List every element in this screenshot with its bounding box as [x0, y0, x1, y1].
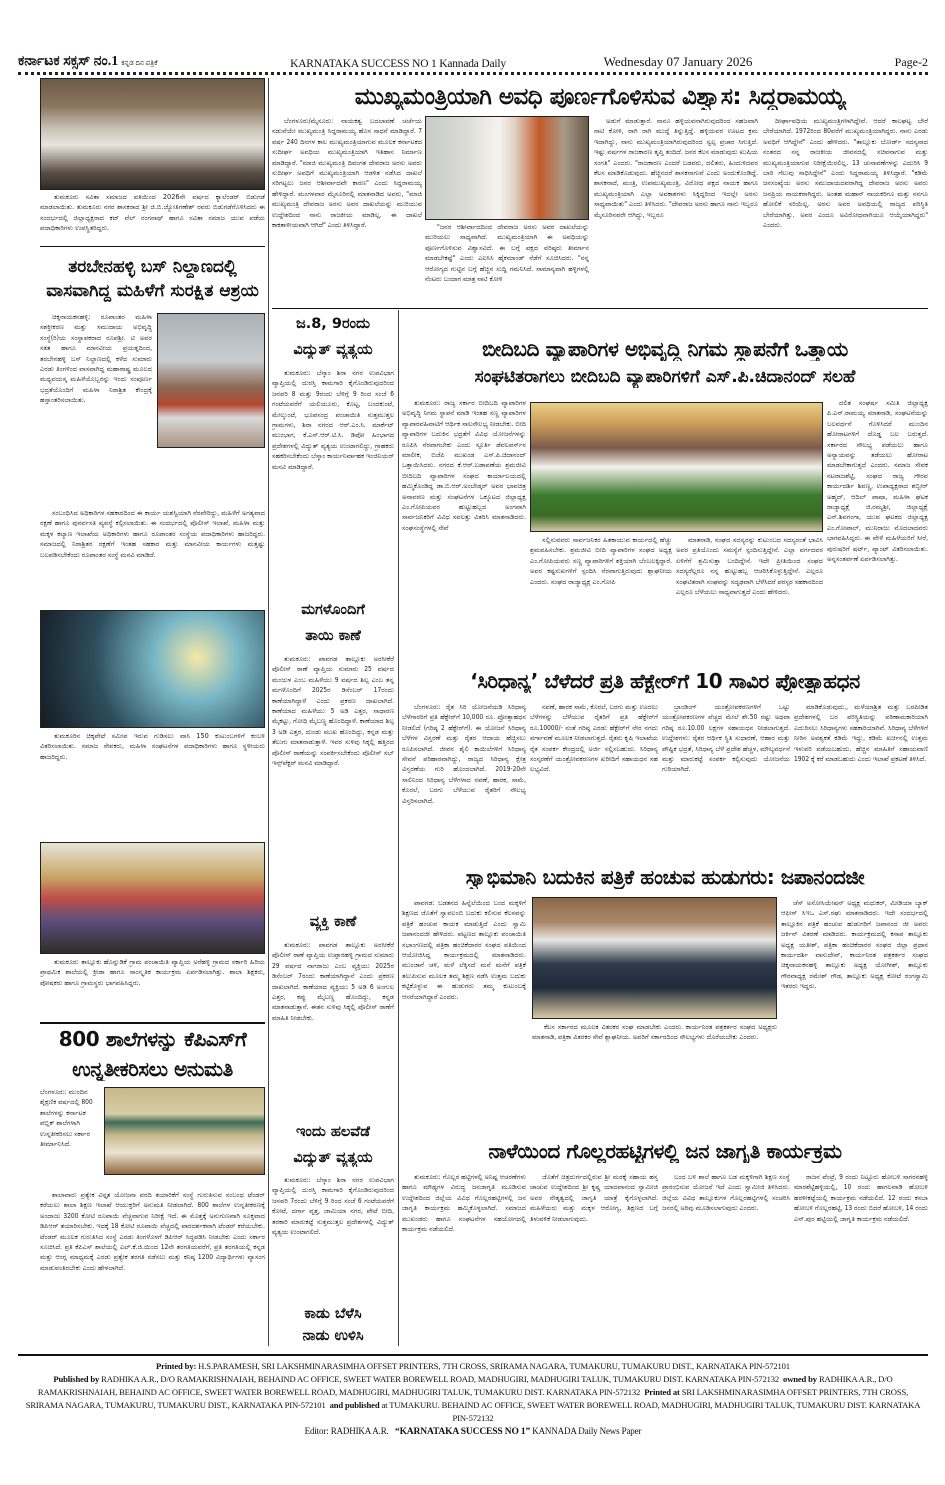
millets-col-2: ನವಣೆ, ಹಾರಕ ಸಾಮೆ, ಕೊರಲೆ, ಬರಗು ಮತ್ತು ಊದಲು ಬೆಳೆಗಳನ್ನು ಬೆಳೆಯುವ ರೈತರಿಗೆ ಪ್ರತಿ ಹೆಕ್ಟೇರ್‌ಗೆ ರೂ.10000/- ನಂತೆ ಗರಿಷ್ಠ ಎರಡು ಹೆಕ್ಟೇರ್‌ಗೆ ನೇರ ನಗದು ವರ್ಗಾವಣೆ ಮೂಲಕ ನೀಡಲಾಗುತ್ತದೆ. ರೈತರು ಕೃಷಿ ಇಲಾಖೆಯ ರೈತ ಸಂಪರ್ಕ ಕೇಂದ್ರದಲ್ಲಿ ಅರ್ಜಿ ಸಲ್ಲಿಸಬಹುದು. ಸಿರಿಧಾನ್ಯ ಸಂಸ್ಕರಣೆಗೆ ಯಂತ್ರೋಪಕರಣಗಳ ಖರೀದಿಗೆ ಸಹಾಯಧನ ಸಹ ಲಭ್ಯವಿದೆ.	[530, 703, 658, 774]
school-event-caption: ತುಮಕೂರು ತಾಲ್ಲೂಕು ಹೊನ್ನುಡಿಕೆ ಗ್ರಾಮ ಪಂಚಾಯಿತಿ ವ್ಯಾಪ್ತಿಯ ಅರೆಹಳ್ಳಿ ಗ್ರಾಮದ ಸರ್ಕಾರಿ ಹಿರಿಯ ಪ್ರಾಥಮಿಕ ಶಾಲೆಯಲ್ಲಿ ಕ್ರೀಡಾ ಹಾಗೂ ಸಾಂಸ್ಕೃತಿಕ ಕಾರ್ಯಕ್ರಮ ಏರ್ಪಡಿಸಲಾಗಿತ್ತು. ಶಾಲಾ ಶಿಕ್ಷಕರು, ಪೋಷಕರು ಹಾಗೂ ಗ್ರಾಮಸ್ಥರು ಭಾಗವಹಿಸಿದ್ದರು.	[40, 958, 265, 987]
masthead	[18, 50, 928, 70]
masthead-brand	[18, 54, 168, 70]
power-cut-2-headline-2: ವಿದ್ಯುತ್ ವ್ಯತ್ಯಯ	[293, 1150, 373, 1166]
brand-subtitle: ಕನ್ನಡ ದಿನ ಪತ್ರಿಕೆ	[121, 59, 158, 67]
missing-man-headline: ವ್ಯಕ್ತಿ ಕಾಣೆ	[309, 914, 357, 930]
slogan-line-2: ನಾಡು ಉಳಿಸಿ	[302, 1328, 364, 1344]
lead-headline: ಮುಖ್ಯಮಂತ್ರಿಯಾಗಿ ಅವಧಿ ಪೂರ್ಣಗೊಳಿಸುವ ವಿಶ್ವಾಸ: ಸಿದ್ದರಾಮಯ್ಯ	[354, 84, 846, 110]
school-event-photo	[40, 842, 265, 954]
paper-boys-col-1: ಪಾವಗಡ: ಬಡತನದ ಹಿನ್ನೆಲೆಯಿಂದ ಬಂದ ಮಕ್ಕಳಿಗೆ ಶಿಕ್ಷಣದ ಜೊತೆಗೆ ಸ್ವಾವಲಂಬಿ ಬದುಕು ಕಲಿಸುವ ಕೆಲಸವನ್ನು ಪತ್ರಿಕೆ ಹಂಚುವ ಕಾಯಕ ಮಾಡುತ್ತಿದೆ ಎಂದು ಸ್ವಾಮಿ ಜಪಾನಂದಜೀ ಹೇಳಿದರು. ಪಟ್ಟಣದ ತಾಲ್ಲೂಕು ಪಂಚಾಯಿತಿ ಸಭಾಂಗಣದಲ್ಲಿ ಪತ್ರಿಕಾ ಹಂಚಿಕೆದಾರರ ಸಂಘದ ವತಿಯಿಂದ ಆಯೋಜಿಸಿದ್ದ ಕಾರ್ಯಕ್ರಮದಲ್ಲಿ ಮಾತನಾಡಿದರು. ಮುಂಜಾನೆ ಚಳಿ, ಮಳೆ ಲೆಕ್ಕಿಸದೆ ಮನೆ ಮನೆಗೆ ಪತ್ರಿಕೆ ತಲುಪಿಸುವ ಮೂಲಕ ತಮ್ಮ ಶಿಕ್ಷಣ ನಡೆಸಿ ಉತ್ತಮ ಬದುಕು ಕಟ್ಟಿಕೊಳ್ಳುವ ಈ ಹುಡುಗರು ತಮ್ಮ ಕುಟುಂಬಕ್ಕೆ ಆಸರೆಯಾಗಿದ್ದಾರೆ ಎಂದರು.	[402, 899, 526, 1001]
missing-mother-headline-2: ತಾಯಿ ಕಾಣೆ	[305, 628, 361, 644]
kps-body-b: ಶಾಲಾವಾರು ಪ್ರತ್ಯೇಕ ವಿಸ್ತೃತ ಯೋಜನಾ ವರದಿ ತಯಾರಿಕೆಗೆ ಸಂಸ್ಥೆ ಗುರುತಿಸುವ ಸಂಬಂಧ ಟೆಂಡರ್ ಕರೆಯಲು ಶಾಲಾ ಶಿಕ್ಷಣ ಇಲಾಖೆ ಆಯುಕ್ತರಿಗೆ ಅನುಮತಿ ನೀಡಲಾಗಿದೆ. 800 ಶಾಲೆಗಳ ಉನ್ನತೀಕರಣಕ್ಕೆ ಅಂದಾಜು 3200 ಕೋಟಿ ರೂಪಾಯಿ ವೆಚ್ಚವಾಗುವ ನಿರೀಕ್ಷೆ ಇದೆ. ಈ ಮೊತ್ತಕ್ಕೆ ಅನುಗುಣವಾಗಿ ಸೂಕ್ತವಾದ ಡಿಪಿಆರ್ ತಯಾರಿಸಬೇಕು. ಇದಕ್ಕೆ 18 ಕೋಟಿ ರೂಪಾಯಿ ವೆಚ್ಚದಲ್ಲಿ ಪಾರದರ್ಶಕವಾಗಿ ಟೆಂಡರ್ ಕರೆಯಬೇಕು. ಟೆಂಡರ್ ಮೂಲಕ ಗುರುತಿಸಿದ ಸಂಸ್ಥೆ ಎರಡು ತಿಂಗಳೊಳಗೆ ಡಿಪಿಆರ್ ಸಿದ್ಧಪಡಿಸಿ ನೀಡಬೇಕು ಎಂದು ಸರ್ಕಾರ ಸೂಚಿಸಿದೆ. ಪ್ರತಿ ಕೆಪಿಎಸ್ ಶಾಲೆಯಲ್ಲಿ ಎಲ್.ಕೆ.ಜಿ.ಯಿಂದ 12ನೇ ತರಗತಿಯವರೆಗೆ, ಪ್ರತಿ ತರಗತಿಯಲ್ಲಿ ಕನ್ನಡ ಮತ್ತು ಆಂಗ್ಲ ಮಾಧ್ಯಮಕ್ಕೆ ಎರಡು ಪ್ರತ್ಯೇಕ ತರಗತಿ ನಡೆಸಲು ಮತ್ತು ಕನಿಷ್ಠ 1200 ವಿದ್ಯಾರ್ಥಿಗಳು ವ್ಯಾಸಂಗ ಮಾಡುವಂತಿರಬೇಕು ಎಂದು ಹೇಳಲಾಗಿದೆ.	[40, 1191, 265, 1272]
street-vendors-col-3: ಮಾತನಾಡಿ, ಸಂಘದ ಸದಸ್ಯರನ್ನು ಕುಟುಂಬದ ಸದಸ್ಯರಂತೆ ಭಾವಿಸಿ ಅವರ ಪ್ರತಿಯೊಂದು ಸಮಸ್ಯೆಗೆ ಸ್ಪಂದಿಸುತ್ತಿದ್ದೇನೆ. ಎಲ್ಲಾ ವರ್ಗದವರ ಏಳಿಗೆಗೆ ಶ್ರಮಿಸುತ್ತಾ ಬಂದಿದ್ದೇನೆ. ಇದೇ ಪ್ರೀತಿಯಿಂದ ಸಂಘದ ಸದಸ್ಯರೆಲ್ಲರೂ ನನ್ನ ಹುಟ್ಟುಹಬ್ಬ ಆಚರಿಸಿಕೊಳ್ಳುತ್ತಿದ್ದೇನೆ. ಎಲ್ಲರೂ ಸಂಘಟಿತರಾಗಿ ಸಂಘವನ್ನು ಸದೃಢವಾಗಿ ಬೆಳೆಸಿದರೆ ಪರಸ್ಪರ ಸಹಕಾರದಿಂದ ಎಲ್ಲರೂ ಬೆಳೆಯಲು ಸಾಧ್ಯವಾಗುತ್ತದೆ ಎಂದು ಹೇಳಿದರು.	[676, 536, 823, 597]
paper-boys-group-photo	[532, 897, 777, 1019]
missing-man-body: ತುಮಕೂರು: ಪಾವಗಡ ತಾಲ್ಲೂಕು ಅರಸೀಕೆರೆ ಪೊಲೀಸ್ ಠಾಣೆ ವ್ಯಾಪ್ತಿಯ ಉಪ್ಪಾರಹಳ್ಳಿ ಗ್ರಾಮದ ಸುಮಾರು 29 ವರ್ಷದ ನಾಗರಾಜು ಎಂಬ ವ್ಯಕ್ತಿಯು 2025ರ ಡಿಸೆಂಬರ್ 7ರಂದು ಕಾಣೆಯಾಗಿದ್ದಾನೆ ಎಂದು ಪ್ರಕರಣ ದಾಖಲಾಗಿದೆ. ಕಾಣೆಯಾದ ವ್ಯಕ್ತಿಯು 5 ಅಡಿ 6 ಅಂಗುಲ ಎತ್ತರ, ಕಪ್ಪು ಮೈಬಣ್ಣ ಹೊಂದಿದ್ದು, ಕನ್ನಡ ಮಾತನಾಡುತ್ತಾನೆ. ಈತನ ಸುಳಿವು ಸಿಕ್ಕಲ್ಲಿ ಪೊಲೀಸ್ ಠಾಣೆಗೆ ಮಾಹಿತಿ ನೀಡಬೇಕು.	[272, 941, 394, 1022]
millets-col-3: ಬ್ರಾಂಡಿಂಗ್ ಯಂತ್ರೋಪಕರಣಗಳಿಗೆ ಒಟ್ಟು ಯಂತ್ರೋಪಕರಣಗಳ ವೆಚ್ಚದ ಮೇಲೆ ಶೇ.50 ರಷ್ಟು ಅಥವಾ ಗರಿಷ್ಠ ರೂ.10.00 ಲಕ್ಷಗಳ ಸಹಾಯಧನ ನೀಡಲಾಗುತ್ತದೆ. ಉದ್ದೇಶಗಳು: ರೈತರ ಆರ್ಥಿಕ ಸ್ಥಿತಿ ಸುಧಾರಣೆ, ಆಹಾರ ಮತ್ತು ಪೌಷ್ಟಿಕ ಭದ್ರತೆ, ಸಿರಿಧಾನ್ಯ ಬೆಳೆ ಪ್ರದೇಶ ಹೆಚ್ಚಳ, ಮೌಲ್ಯವರ್ಧನೆ ಮತ್ತು ಮಾರುಕಟ್ಟೆ ಸಂಪರ್ಕ ಕಲ್ಪಿಸುವುದು ಯೋಜನೆಯ ಗುರಿಯಾಗಿದೆ.	[662, 703, 790, 774]
paper-boys-col-3: ಚೆಸ್ ಅಸೋಸಿಯೇಷನ್ ಅಧ್ಯಕ್ಷ ಮಧುಕರ್, ಮೀಡಿಯಾ ಬ್ಯಾಕ್ ಆಫೀಸ್ ಸಿಇಒ ಎಸ್.ರಘು ಮಾತನಾಡಿದರು. ಇದೇ ಸಂದರ್ಭದಲ್ಲಿ ತಾಲ್ಲೂಕಿನ ಪತ್ರಿಕೆ ಹಂಚುವ ಹುಡುಗರಿಗೆ ಜಪಾನಂದ ಜೀ ಅವರು ಜರ್ಕಿನ್ ವಿತರಣೆ ಮಾಡಿದರು. ಕಾರ್ಯಕ್ರಮದಲ್ಲಿ ಕಸಾಪ ತಾಲ್ಲೂಕು ಅಧ್ಯಕ್ಷ ಯತೀಶ್, ಪತ್ರಿಕಾ ಹಂಚಿಕೆದಾರರ ಸಂಘದ ಜಿಲ್ಲಾ ಪ್ರಧಾನ ಕಾರ್ಯದರ್ಶಿ ವಾಸುದೇವ್, ಕಾರ್ಯನಿರತ ಪತ್ರಕರ್ತರ ಸಂಘದ ಚಿಕ್ಕನಾಯಕನಹಳ್ಳಿ ತಾಲ್ಲೂಕು ಅಧ್ಯಕ್ಷ ಯೋಗೀಶ್, ತಾಲ್ಲೂಕು ಗೌರವಾಧ್ಯಕ್ಷ ರಮೇಶ್ ಗೌಡ, ತಾಲ್ಲೂಕು ಅಧ್ಯಕ್ಷ ಕೋಟೆ ರಂಗಸ್ವಾಮಿ ಇತರರು ಇದ್ದರು.	[781, 899, 928, 991]
power-cut-1-headline-2: ವಿದ್ಯುತ್ ವ್ಯತ್ಯಯ	[293, 342, 373, 358]
street-vendors-col-1: ತುಮಕೂರು: ರಾಜ್ಯ ಸರ್ಕಾರ ಬೀದಿಬದಿ ವ್ಯಾಪಾರಿಗಳ ಅಭಿವೃದ್ಧಿ ನಿಗಮ ಸ್ಥಾಪನೆ ಮಾಡಿ ಇಂತಹ ಸಣ್ಣ ವ್ಯಾಪಾರಿಗಳ ವ್ಯಾಪಾರವಹಿವಾಟಿಗೆ ಆರ್ಥಿಕ ಸಾಲಸೌಲಭ್ಯ ನೀಡಬೇಕು. ಬೀದಿ ವ್ಯಾಪಾರಿಗಳ ಬದುಕಿನ ಭದ್ರತೆಗೆ ವಿವಿಧ ಯೋಜನೆಗಳನ್ನು ರೂಪಿಸಿ ನೆರವಾಗಬೇಕು ಎಂದು ಸ್ಫೂರ್ತಿ ಡೆವಲಪರ್ಸ್‌ನ ಮಾಲೀಕ, ಬಿಜೆಪಿ ಮುಖಂಡ ಎಸ್.ಪಿ.ಚಿದಾನಂದ್ ಒತ್ತಾಯಿಸಿದರು. ನಗರದ ಕೆ.ಆರ್.ಬಡಾವಣೆಯ ಶ್ರಮಜೀವಿ ಬೀದಿಬದಿ ವ್ಯಾಪಾರಿಗಳ ಸಂಘದ ಕಾರ್ಯಾಲಯದಲ್ಲಿ ಹಮ್ಮಿಕೊಂಡಿದ್ದ ಡಾ.ಬಿ.ಆರ್.ಅಂಬೇಡ್ಕರ್ ಅವರ ಭಾವಚಿತ್ರ ಅನಾವರಣ ಮತ್ತು ಸಂಘಟನೆಗಳ ಒಕ್ಕೂಟದ ಜಿಲ್ಲಾಧ್ಯಕ್ಷ ಎಂ.ಗೋಪಿಯವರ ಹುಟ್ಟುಹಬ್ಬದ ಅಂಗವಾಗಿ ಸಾರ್ವಜನಿಕರಿಗೆ ವಿವಿಧ ಸವಲತ್ತು ವಿತರಿಸಿ ಮಾತನಾಡಿದರು. ಸಂಘಸಂಸ್ಥೆಗಳಲ್ಲಿ ಸೇವೆ	[402, 399, 526, 532]
street-vendors-col-4: ದಲಿತ ಸಂಘರ್ಷ ಸಮಿತಿ ಜಿಲ್ಲಾಧ್ಯಕ್ಷ ಪಿ.ಎನ್.ರಾಮಯ್ಯ ಮಾತನಾಡಿ, ಸಂಘಟನೆಯನ್ನು ಬಲವರ್ಧನೆ ಗೊಳಿಸಿದರೆ ಮುಂದಿನ ಹೋರಾಟಗಳಿಗೆ ದೊಡ್ಡ ಬಲ ಬರುತ್ತದೆ. ಸರ್ಕಾರದ ಸೌಲಭ್ಯ ಪಡೆಯಲು ಹಾಗೂ ಅನ್ಯಾಯವನ್ನು ತಡೆಯಲು ಹೋರಾಟ ಮಾಡಬೇಕಾಗುತ್ತದೆ ಎಂದರು. ಸಮಾಜ ಸೇವಕ ನಟರಾಜಶೆಟ್ಟಿ, ಸಂಘದ ರಾಜ್ಯ ಗೌರವ ಕಾರ್ಯದರ್ಶಿ ಶಿವಣ್ಣ, ಉಪಾಧ್ಯಕ್ಷರಾದ ಶಬ್ಬೀರ್ ಅಹ್ಮದ್, ಆದಿಲ್ ಪಾಷಾ, ಮಹಿಳಾ ಘಟಕ ರಾಜ್ಯಾಧ್ಯಕ್ಷೆ ಜಿ.ರಮ್ಯಶ್ರೀ, ಜಿಲ್ಲಾಧ್ಯಕ್ಷೆ ಎನ್.ಶಿವಗಂಗಾ, ಯುವ ಘಟಕದ ಜಿಲ್ಲಾಧ್ಯಕ್ಷ ಎಂ.ಗೋಪಾಲ್, ಮುನಿರಾಜು ಮೊದಲಾದವರು ಭಾಗವಹಿಸಿದ್ದರು. ಈ ವೇಳೆ ಮಹಿಳೆಯರಿಗೆ ಸೀರೆ, ಪುರುಷರಿಗೆ ಷರ್ಟ್, ಪ್ಯಾಂಟ್ ವಿತರಿಸಲಾಯಿತು. ಅನ್ನಸಂತರ್ಪಣೆ ಏರ್ಪಡಿಸಲಾಗಿತ್ತು.	[827, 399, 928, 564]
paper-boys-headline: ಸ್ವಾಭಿಮಾನಿ ಬದುಕಿನ ಪತ್ರಿಕೆ ಹಂಚುವ ಹುಡುಗರು: ಜಪಾನಂದಜೀ	[465, 866, 865, 889]
paper-boys-col-2: ಕೆಲಸ ಸರ್ಕಾರದ ಮೂಲಕ ವಿತರಕರ ಸಂಘ ಮಾಡಬೇಕು ಎಂದರು. ಕಾರ್ಯನಿರತ ಪತ್ರಕರ್ತರ ಸಂಘದ ಅಧ್ಯಕ್ಷರು ಮಾತನಾಡಿ, ಪತ್ರಿಕಾ ವಿತರಕರ ಸೇವೆ ಶ್ಲಾಘನೀಯ. ಅವರಿಗೆ ಸರ್ಕಾರದಿಂದ ಸೌಲಭ್ಯಗಳು ದೊರೆಯಬೇಕು ಎಂದರು.	[532, 1023, 777, 1042]
imprint-line-2: Published by RADHIKA A.R., D/O RAMAKRISHNAIAH, BEHAIND AC OFFICE, SWEET WATER BOREWELL ROAD, MADHUGIRI, MADHUGIRI TALUK, TUMAKURU DIST. KARNATAKA PIN-572132 owned by RADHIKA A.R., D/O RAMAKRISHNAIAH, BEHAIND AC OFFICE, SWEET WATER BOREWELL ROAD, MADHUGIRI, MADHUGIRI TALUK, TUMAKURU DIST. KARNATAKA PIN-572132 Printed at SRI LAKSHMINARASIMHA OFFSET PRINTERS, 7TH CROSS, SRIRAMA NAGARA, TUMAKURU, TUMAKURU DIST., KARNATAKA PIN-572101 and published at TUMAKURU. BEHAIND AC OFFICE, SWEET WATER BOREWELL ROAD, MADHUGIRI, MADHUGIRI TALUK, TUMAKURU DIST. KARNATAKA PIN-572132	[25, 1374, 921, 1423]
bus-stand-body-b: ಸಂಬಂಧಿಸಿದ ಅಧಿಕಾರಿಗಳ ಸಹಕಾರದಿಂದ ಈ ಕಾರ್ಯ ಯಶಸ್ವಿಯಾಗಿ ನೆರವೇರಿದ್ದು, ಮಹಿಳೆಗೆ ಅಗತ್ಯವಾದ ರಕ್ಷಣೆ ಹಾಗೂ ಪುನರ್ವಸತಿ ವ್ಯವಸ್ಥೆ ಕಲ್ಪಿಸಲಾಯಿತು. ಈ ಸಂದರ್ಭದಲ್ಲಿ ಪೊಲೀಸ್ ಇಲಾಖೆ, ಮಹಿಳಾ ಮತ್ತು ಮಕ್ಕಳ ಕಲ್ಯಾಣ ಇಲಾಖೆಯ ಅಧಿಕಾರಿಗಳು ಹಾಗೂ ರೂಪಾಂತರ ಸಂಸ್ಥೆಯ ಪದಾಧಿಕಾರಿಗಳು ಹಾಜರಿದ್ದರು. ಸಮಾಜದಲ್ಲಿ ನಿರಾಶ್ರಿತರ ರಕ್ಷಣೆಗೆ ಇಂತಹ ಸಹಕಾರ ಮತ್ತು ಮಾನವೀಯ ಕಾರ್ಯಗಳು ಮತ್ತಷ್ಟು ಬಲಪಡಿಸಬೇಕೆಂದು ರೂಪಾಂತರ ಸಂಸ್ಥೆ ಮನವಿ ಮಾಡಿದೆ.	[40, 509, 265, 559]
power-cut-1-headline-1: ಜ.8, 9ರಂದು	[295, 316, 371, 332]
masthead-divider	[18, 72, 928, 75]
lead-col-1: ಬೆಂಗಳೂರು/ಮೈಸೂರು: ನಾಯಕತ್ವ ಬದಲಾವಣೆ ಚರ್ಚೆಯ ನಡುವೆಯೇ ಮುಖ್ಯಮಂತ್ರಿ ಸಿದ್ದರಾಮಯ್ಯ ಹೊಸ ಸಾಧನೆ ಮಾಡಿದ್ದಾರೆ. 7 ವರ್ಷ 240 ದಿನಗಳ ಕಾಲ ಮುಖ್ಯಮಂತ್ರಿಯಾಗುವ ಮೂಲಕ ಕರ್ನಾಟಕದ ಸುದೀರ್ಘ ಅವಧಿಯ ಮುಖ್ಯಮಂತ್ರಿಯಾಗಿ ಇತಿಹಾಸ ನಿರ್ಮಾಣ ಮಾಡಿದ್ದಾರೆ. "ಮಾಜಿ ಮುಖ್ಯಮಂತ್ರಿ ದಿವಂಗತ ದೇವರಾಜ ಅರಸು ಅವರು ಸುದೀರ್ಘ ಅವಧಿಗೆ ಮುಖ್ಯಮಂತ್ರಿಯಾಗಿ ಆಡಳಿತ ನಡೆಸಿದ ದಾಖಲೆ ಸರಿಗಟ್ಟಲು ಜನರ ಆಶೀರ್ವಾದವೇ ಕಾರಣ" ಎಂದು ಸಿದ್ದರಾಮಯ್ಯ ಹೇಳಿದ್ದಾರೆ. ಮಂಗಳವಾರ ಮೈಸೂರಿನಲ್ಲಿ ಮಾತನಾಡಿದ ಅವರು, "ಮಾಜಿ ಮುಖ್ಯಮಂತ್ರಿ ದೇವರಾಜ ಅರಸು ಅವರ ದಾಖಲೆಯನ್ನು ಮುರಿಯುವ ಉದ್ದೇಶದಿಂದ ನಾನು ರಾಜಕೀಯ ಮಾಡಿಲ್ಲ. ಈ ದಾಖಲೆ ಕಾಕತಾಳೀಯವಾಗಿ ಆಗಿದೆ" ಎಂದು ತಿಳಿಸಿದ್ದಾರೆ.	[272, 117, 422, 230]
siddaramaiah-photo	[425, 116, 589, 220]
gollarahatti-headline: ನಾಳೆಯಿಂದ ಗೊಲ್ಲರಹಟ್ಟಿಗಳಲ್ಲಿ ಜನ ಜಾಗೃತಿ ಕಾರ್ಯಕ್ರಮ	[488, 1140, 842, 1163]
gollarahatti-col-4: ರಾಜನ ಪೆಂಟ್ರೆ, 9 ರಂದು ನಿಟ್ಟೂರು ಹೋಬಳಿ ಸಾಗರನಹಳ್ಳಿ ಮಾರಶೆಟ್ಟಿಹಳ್ಳಿಯಲ್ಲಿ, 10 ರಂದು ಹಾಗಲವಾಡಿ ಹೋಬಳಿ ಹರಳೀಕಟ್ಟೆಯಲ್ಲಿ ಕಾರ್ಯಕ್ರಮ ನಡೆಯಲಿದೆ. 12 ರಂದು ಕಸಬಾ ಹೋಬಳಿ ಗೊಲ್ಲರಹಟ್ಟಿ, 13 ರಂದು ಬಿದರೆ ಹೋಬಳಿ, 14 ರಂದು ಎನ್.ಪುರ ಹಟ್ಟಿಯಲ್ಲಿ ಜಾಗೃತಿ ಕಾರ್ಯಕ್ರಮ ನಡೆಯಲಿದೆ.	[794, 1173, 928, 1223]
power-cut-2-body: ತುಮಕೂರು: ಬೆಸ್ಕಾಂ ಶಿರಾ ನಗರ ಉಪವಿಭಾಗ ವ್ಯಾಪ್ತಿಯಲ್ಲಿ ದುರಸ್ತಿ ಕಾಮಗಾರಿ ಕೈಗೊಂಡಿರುವುದರಿಂದ ಜನವರಿ 7ರಂದು ಬೆಳಿಗ್ಗೆ 9 ರಿಂದ ಸಂಜೆ 6 ಗಂಟೆಯವರೆಗೆ ಕೋಟೆ, ದರ್ಗಾ ವೃತ್ತ, ಜಾಮಿಯಾ ನಗರ, ಪೇಟೆ ಬೀದಿ, ತರಕಾರಿ ಮಾರುಕಟ್ಟೆ ಸುತ್ತಮುತ್ತಲ ಪ್ರದೇಶಗಳಲ್ಲಿ ವಿದ್ಯುತ್ ವ್ಯತ್ಯಯ ಉಂಟಾಗಲಿದೆ.	[272, 1176, 394, 1237]
divider	[40, 246, 265, 247]
imprint-line-1: Printed by: H.S.PARAMESH, SRI LAKSHMINARASIMHA OFFSET PRINTERS, 7TH CROSS, SRIRAMA NAGARA, TUMAKURU, TUMAKURU DIST., KARNATAKA PIN-572101	[156, 1361, 790, 1371]
gollarahatti-col-1: ತುಮಕೂರು: ಗೊಲ್ಲರ ಹಟ್ಟಿಗಳಲ್ಲಿ ಅನಿಷ್ಟ ಆಚರಣೆಗಳು ಹಾಗೂ ಮೌಢ್ಯಗಳ ವಿರುದ್ಧ ಜನಜಾಗೃತಿ ಮೂಡಿಸುವ ಉದ್ದೇಶದಿಂದ ಜಿಲ್ಲೆಯ ವಿವಿಧ ಗೊಲ್ಲರಹಟ್ಟಿಗಳಲ್ಲಿ ಜನ ಜಾಗೃತಿ ಕಾರ್ಯಕ್ರಮ ಹಮ್ಮಿಕೊಳ್ಳಲಾಗಿದೆ. ಸಮಾಜದ ಮುಖಂಡರು ಹಾಗೂ ಸಂಘಟನೆಗಳ ಸಹಯೋಗದಲ್ಲಿ ಕಾರ್ಯಕ್ರಮ ನಡೆಯಲಿದೆ.	[402, 1173, 526, 1234]
brand-name: ಕರ್ನಾಟಕ ಸಕ್ಸಸ್ ನಂ.1	[18, 54, 119, 69]
classroom-photo	[104, 1087, 265, 1175]
masthead-title: KARNATAKA SUCCESS NO 1 Kannada Daily	[290, 58, 506, 70]
missing-mother-headline-1: ಮಗಳೊಂದಿಗೆ	[301, 602, 365, 618]
power-cut-1-body: ತುಮಕೂರು: ಬೆಸ್ಕಾಂ ಶಿರಾ ನಗರ ಉಪವಿಭಾಗ ವ್ಯಾಪ್ತಿಯಲ್ಲಿ ದುರಸ್ತಿ ಕಾಮಗಾರಿ ಕೈಗೊಂಡಿರುವುದರಿಂದ ಜನವರಿ 8 ಮತ್ತು 9ರಂದು ಬೆಳಿಗ್ಗೆ 9 ರಿಂದ ಸಂಜೆ 6 ಗಂಟೆಯವರೆಗೆ ಯಲಿಯೂರು, ಕೊಟ್ಟ, ಬಂದಕುಂಟೆ, ಮೇಲ್ಕುಂಟೆ, ಭೂಪಸಂದ್ರ ಪಂಚಾಯಿತಿ ಸುತ್ತಮುತ್ತಲ ಗ್ರಾಮಗಳು, ಶಿರಾ ನಗರದ ಆರ್.ಎಂ.ಸಿ. ಮಾರ್ಕೆಟ್ ಮುಂಭಾಗ, ಕೆ.ಎಸ್.ಆರ್.ಟಿ.ಸಿ. ಡಿಪೋ ಹಿಂಭಾಗದ ಪ್ರದೇಶಗಳಲ್ಲಿ ವಿದ್ಯುತ್ ವ್ಯತ್ಯಯ ಉಂಟಾಗಲಿದ್ದು, ಗ್ರಾಹಕರು ಸಹಕರಿಸಬೇಕೆಂದು ಬೆಸ್ಕಾಂ ಕಾರ್ಯನಿರ್ವಾಹಕ ಇಂಜಿನಿಯರ್ ಮನವಿ ಮಾಡಿದ್ದಾರೆ.	[272, 369, 394, 471]
street-vendors-event-photo	[530, 402, 823, 532]
imprint-footer	[18, 1360, 928, 1439]
kps-body-a: ಬೆಂಗಳೂರು: ಮುಂದಿನ ಶೈಕ್ಷಣಿಕ ವರ್ಷದಲ್ಲಿ 800 ಶಾಲೆಗಳನ್ನು ಕರ್ನಾಟಕ ಪಬ್ಲಿಕ್ ಶಾಲೆಗಳಾಗಿ ಉನ್ನತೀಕರಿಸಲು ಸರ್ಕಾರ ತೀರ್ಮಾನಿಸಿದೆ.	[40, 1088, 93, 1149]
bus-stand-body-a: ಚಿಕ್ಕನಾಯಕನಹಳ್ಳಿ: ರೂಪಾಂತರ ಮಹಿಳಾ ಸಶಕ್ತೀಕರಣ ಮತ್ತು ಸಮುದಾಯ ಅಭಿವೃದ್ಧಿ ಸಂಸ್ಥೆ(ರಿ)ಯ ಸಂಸ್ಥಾಪಕರಾದ ರೂಪಶ್ರೀ. ಟಿ ಅವರ ಸತತ ಹಾಗೂ ಮಾನವೀಯ ಪ್ರಯತ್ನದಿಂದ, ತರಬೇನಹಳ್ಳಿ ಬಸ್ ನಿಲ್ದಾಣದಲ್ಲಿ ಕಳೆದ ಸುಮಾರು ಎರಡು ತಿಂಗಳಿಂದ ವಾಸವಾಗಿದ್ದ ಮಹಾರಾಷ್ಟ್ರ ಮೂಲದ ಮಧ್ಯವಯಸ್ಕ ಮಹಿಳೆಯೊಬ್ಬರನ್ನು ಇಂದು ಸಂಪೂರ್ಣ ಭದ್ರತೆಯೊಂದಿಗೆ ಮಹಿಳಾ ನಿರಾಶ್ರಿತ ಕೇಂದ್ರಕ್ಕೆ ಹಸ್ತಾಂತರಿಸಲಾಯಿತು.	[40, 313, 152, 405]
masthead-date: Wednesday 07 January 2026	[603, 54, 753, 69]
divider	[272, 308, 928, 309]
lead-col-2: "ಜನರ ಆಶೀರ್ವಾದದಿಂದ ದೇವರಾಜ ಅರಸು ಅವರ ದಾಖಲೆಯನ್ನು ಮುರಿಯಲು ಸಾಧ್ಯವಾಗಿದೆ. ಮುಖ್ಯಮಂತ್ರಿಯಾಗಿ ಈ ಅವಧಿಯನ್ನು ಪೂರ್ಣಗೊಳಿಸುವ ವಿಶ್ವಾಸವಿದೆ. ಈ ಬಗ್ಗೆ ಪಕ್ಷದ ವರಿಷ್ಠರು ತೀರ್ಮಾನ ಮಾಡಬೇಕಷ್ಟೆ" ಎಂದು ಎಐಸಿಸಿ ಹೈಕಮಾಂಡ್ ನೆಡೆಗೆ ಸೂಚಿಸಿದರು. "ನನ್ನ ಆರೋಗ್ಯದ ಗುಟ್ಟಿನ ಬಗ್ಗೆ ಹೆಚ್ಚಿನ ಸುದ್ದಿ ಗಮನಿಸಿದೆ. ಸಾಮಾನ್ಯವಾಗಿ ಹಳ್ಳಿಗಳಲ್ಲಿ ನೆಂಟರು ಬಂದಾಗ ಮಾತ್ರ ನಾಟಿ ಕೋಳಿ	[425, 223, 589, 284]
footer-divider	[18, 1354, 928, 1356]
street-vendors-col-2: ಸಲ್ಲಿಸುವವರು ಸಾರ್ವಜನಿಕರ ಹಿತಕಾಯುವ ಕಾರ್ಯದಲ್ಲಿ ಹೆಚ್ಚು ಶ್ರಮವಹಿಸಬೇಕು. ಶ್ರಮಜೀವಿ ಬೀದಿ ವ್ಯಾಪಾರಿಗಳ ಸಂಘದ ಅಧ್ಯಕ್ಷ ಎಂ.ಗೋಪಿಯವರು ಸಣ್ಣ ವ್ಯಾಪಾರಿಗಳಿಗೆ ಶಕ್ತಿಯಾಗಿ ಬೆಂಬಲಕ್ಕಿದ್ದಾರೆ. ಅವರ ಕಷ್ಟಸುಖಗಳಿಗೆ ಸ್ಪಂದಿಸಿ ನೆರವಾಗುತ್ತಿರುವುದು ಶ್ಲಾಘನೀಯ ಎಂದರು. ಸಂಘದ ರಾಜ್ಯಾಧ್ಯಕ್ಷ ಎಂ.ಗೋಪಿ	[530, 536, 672, 586]
calendar-release-photo	[40, 78, 265, 190]
kps-headline-2: ಉನ್ನತೀಕರಿಸಲು ಅನುಮತಿ	[72, 1058, 233, 1081]
calendar-release-caption: ತುಮಕೂರು ಸವಿತಾ ಸಮಾಜದ ವತಿಯಿಂದ 2026ನೇ ವರ್ಷದ ಕ್ಯಾಲೆಂಡರ್ ಬಿಡುಗಡೆ ಮಾಡಲಾಯಿತು. ತುಮಕೂರು ನಗರ ಶಾಸಕರಾದ ಶ್ರೀ ಜಿ.ಬಿ.ಜ್ಯೋತಿಗಣೇಶ್ ರವರು ಬಿಡುಗಡೆಗೊಳಿಸಿದರು ಈ ಸಂದರ್ಭದಲ್ಲಿ ಜಿಲ್ಲಾಧ್ಯಕ್ಷರಾದ ಕಟ್ ವೆಲ್ ರಂಗನಾಥ್ ಹಾಗೂ ಸವಿತಾ ಸಮಾಜ ಯುವ ಪಡೆಯ ಪದಾಧಿಕಾರಿಗಳು ಉಪಸ್ಥಿತರಿದ್ದರು.	[40, 193, 265, 233]
page-number: Page-2	[894, 55, 928, 69]
missing-mother-body: ತುಮಕೂರು: ಪಾವಗಡ ತಾಲ್ಲೂಕು ಅರಸೀಕೆರೆ ಪೊಲೀಸ್ ಠಾಣೆ ವ್ಯಾಪ್ತಿಯ ಸುಮಾರು 25 ವರ್ಷದ ಮಂಜುಳ ಎಂಬ ಮಹಿಳೆಯು 9 ವರ್ಷದ ಶಿಲ್ಪ ಎಂಬ ತನ್ನ ಮಗಳೊಂದಿಗೆ 2025ರ ಡಿಸೆಂಬರ್ 17ರಂದು ಕಾಣೆಯಾಗಿದ್ದಾಳೆ ಎಂದು ಪ್ರಕರಣ ದಾಖಲಾಗಿದೆ. ಕಾಣೆಯಾದ ಮಹಿಳೆಯು 5 ಅಡಿ ಎತ್ತರ, ಸಾಧಾರಣ ಮೈಕಟ್ಟು, ಗೋಧಿ ಮೈಬಣ್ಣ ಹೊಂದಿದ್ದಾಳೆ. ಕಾಣೆಯಾದ ಶಿಲ್ಪ 3 ಅಡಿ ಎತ್ತರ, ದುಂಡು ಮುಖ ಹೊಂದಿದ್ದು, ಕನ್ನಡ ಮತ್ತು ತೆಲುಗು ಮಾತನಾಡುತ್ತಾಳೆ. ಇವರ ಸುಳಿವು ಸಿಕ್ಕಲ್ಲಿ ಹತ್ತಿರದ ಪೊಲೀಸ್ ಠಾಣೆಯನ್ನು ಸಂಪರ್ಕಿಸಬೇಕೆಂದು ಪೊಲೀಸ್ ಸಬ್ ಇನ್ಸ್‌ಪೆಕ್ಟರ್ ಮನವಿ ಮಾಡಿದ್ದಾರೆ.	[272, 655, 394, 768]
millets-col-4: ಮಾಡಿಕೊಡುವುದು., ಮಳೆಯಾಶ್ರಿತ ಮತ್ತು ಬರಪೀಡಿತ ಪ್ರದೇಶಗಳಲ್ಲಿ ಬರ ಪರಿಸ್ಥಿತಿಯನ್ನು ಪರಿಣಾಮಕಾರಿಯಾಗಿ ಎದುರಿಸಲು ಸಿರಿಧಾನ್ಯಗಳು ಸಹಕಾರಿಯಾಗಿವೆ. ಸಿರಿಧಾನ್ಯ ಬೆಳೆಗಳಿಗೆ ನೀರಿನ ಅವಶ್ಯಕತೆ ಕಡಿಮೆ ಇದ್ದು, ಕಡಿಮೆ ಖರ್ಚಿನಲ್ಲಿ ಉತ್ತಮ ಇಳುವರಿ ಪಡೆಯಬಹುದು. ಹೆಚ್ಚಿನ ಮಾಹಿತಿಗೆ ಸಹಾಯವಾಣಿ 1902 ಕ್ಕೆ ಕರೆ ಮಾಡಬಹುದು ಎಂದು ಇಲಾಖೆ ಪ್ರಕಟಣೆ ತಿಳಿಸಿದೆ.	[794, 703, 928, 764]
gollarahatti-col-2: ಜೊತೆಗೆ ಚಿತ್ರದುರ್ಗದಲ್ಲಿರುವ ಶ್ರೀ ಮಠಕ್ಕೆ ಸಹಾಯ ಹಸ್ತ ಚಾಚುವ ಉದ್ದೇಶದಿಂದ ಶ್ರೀ ಕೃಷ್ಣ ಯಾದವಾನಂದ ಸ್ವಾಮೀಜಿ ಅವರ ನೇತೃತ್ವದಲ್ಲಿ ಜಾಗೃತಿ ಯಾತ್ರೆ ಕೈಗೊಳ್ಳಲಾಗಿದೆ. ಮಹಿಳೆಯರು ಮತ್ತು ಮಕ್ಕಳ ಆರೋಗ್ಯ, ಶಿಕ್ಷಣದ ಬಗ್ಗೆ ತಿಳುವಳಿಕೆ ನೀಡಲಾಗುವುದು.	[530, 1173, 658, 1223]
millets-col-1: ಬೆಂಗಳೂರು: ರೈತ ಸಿರಿ ಯೋಜನೆಯಡಿ ಸಿರಿಧಾನ್ಯ ಬೆಳೆಗಾರರಿಗೆ ಪ್ರತಿ ಹೆಕ್ಟೇರ್‌ಗೆ 10,000 ರೂ. ಪ್ರೋತ್ಸಾಹಧನ ನೀಡಲಿದೆ (ಗರಿಷ್ಠ 2 ಹೆಕ್ಟೇರ್‌ಗೆ). ಈ ಯೋಜನೆ ಸಿರಿಧಾನ್ಯ ಬೆಳೆಗಳ ವಿಸ್ತರಣೆ ಮತ್ತು ರೈತರ ಆದಾಯ ಹೆಚ್ಚಿಸಲು ರೂಪಿಸಲಾಗಿದೆ. ಜೀವನ ಶೈಲಿ ಕಾಯಿಲೆಗಳಿಗೆ ಸಿರಿಧಾನ್ಯ ಸೇವನೆ ಪರಿಹಾರವಾಗಿದ್ದು, ರಾಜ್ಯದ ಸಿರಿಧಾನ್ಯ ಕ್ಷೇತ್ರ ವಿಸ್ತರಣೆಯ ಗುರಿ ಹೊಂದಲಾಗಿದೆ. 2019-20ನೇ ಸಾಲಿನಿಂದ ಸಿರಿಧಾನ್ಯ ಬೆಳೆಗಳಾದ ನವಣೆ, ಹಾರಕ, ಸಾಮೆ, ಕೊರಲೆ, ಬರಗು ಬೆಳೆಯುವ ರೈತರಿಗೆ ಸೌಲಭ್ಯ ವಿಸ್ತರಿಸಲಾಗಿದೆ.	[402, 703, 526, 805]
blanket-distribution-caption: ತುಮಕೂರಿನ ಚಿಕ್ಕಪೇಟೆ ಸಮೀಪ ಇರುವ ಗುಡಿಸಲು ವಾಸಿ 150 ಕುಟುಂಬಗಳಿಗೆ ಕಂಬಳಿ ವಿತರಿಸಲಾಯಿತು. ಸಮಾಜ ಸೇವಕರು, ಮಹಿಳಾ ಸಂಘಟನೆಗಳ ಪದಾಧಿಕಾರಿಗಳು ಹಾಗೂ ಸ್ಥಳೀಯರು ಹಾಜರಿದ್ದರು.	[40, 732, 265, 761]
blanket-distribution-photo	[40, 610, 265, 728]
kps-headline-1: 800 ಶಾಲೆಗಳನ್ನು ಕೆಪಿಎಸ್‌ಗೆ	[58, 1028, 247, 1051]
street-vendors-headline: ಬೀದಿಬದಿ ವ್ಯಾಪಾರಿಗಳ ಅಭಿವೃದ್ಧಿ ನಿಗಮ ಸ್ಥಾಪನೆಗೆ ಒತ್ತಾಯ	[482, 338, 848, 361]
millets-headline: ‘ಸಿರಿಧಾನ್ಯ’ ಬೆಳೆದರೆ ಪ್ರತಿ ಹೆಕ್ಟೇರ್‌ಗೆ 10 ಸಾವಿರ ಪ್ರೋತ್ಸಾಹಧನ	[470, 670, 860, 693]
woman-at-bus-stand-photo	[157, 313, 265, 448]
bus-stand-headline-1: ತರಬೇನಹಳ್ಳಿ ಬಸ್ ನಿಲ್ದಾಣದಲ್ಲಿ	[68, 258, 237, 277]
divider	[40, 1022, 265, 1024]
lead-col-4: ದೀರ್ಘಾವಧಿಯ ಮುಖ್ಯಮಂತ್ರಿಗಳಾಗಿದ್ದೇವೆ. ಆದರೆ ಕಾಲಘಟ್ಟ ಬೇರೆ ಬೇರೆಯಾಗಿದೆ. 1972ರಿಂದ 80ವರೆಗೆ ಮುಖ್ಯಮಂತ್ರಿಯಾಗಿದ್ದರು. ನಾನು ಎರಡು ಅವಧಿಗೆ ಆಗಿದ್ದೇನೆ" ಎಂದು ಹೇಳಿದರು. "ತಾಲ್ಲೂಕು ಬೋರ್ಡ್ ಸದಸ್ಯನಾದ ನಂತರದ ನನ್ನ ರಾಜಕೀಯ ಜೀವನದಲ್ಲಿ ಸಚಿವನಾಗುವ ಮತ್ತು ಮುಖ್ಯಮಂತ್ರಿಯಾಗುವ ನಿರೀಕ್ಷೆಯಿರಲಿಲ್ಲ. 13 ಚುನಾವಣೆಗಳನ್ನು ಎದುರಿಸಿ 9 ಬಾರಿ ಗೆಲುವು ಸಾಧಿಸಿದ್ದೇನೆ" ಎಂದು ಸಿದ್ದರಾಮಯ್ಯ ತಿಳಿಸಿದ್ದಾರೆ. "ಕಡಿಮೆ ಜನಸಂಖ್ಯೆಯ ಅರಸು ಸಮುದಾಯದವರಾಗಿದ್ದ ದೇವರಾಜ ಅರಸು ಅವರು ಜನಪ್ರಿಯ ನಾಯಕರಾಗಿದ್ದರು. ಅಂತಹ ಮಹಾನ್ ನಾಯಕರಿಗೂ ಮತ್ತು ನನಗೂ ಹೋಲಿಕೆ ಸರಿಯಿಲ್ಲ. ಅರಸು ಅವರ ಅವಧಿಯಲ್ಲಿ ರಾಜ್ಯದ ಪರಿಸ್ಥಿತಿ ಬೇರೆಯಾಗಿತ್ತು. ಅವರ ಎಂದೂ ಅವಿರೋಧವಾಗಿಯೂ ಆಯ್ಕೆಯಾಗಿದ್ದರು" ಎಂದರು.	[763, 117, 928, 230]
column-divider	[268, 78, 269, 1346]
street-vendors-subheadline: ಸಂಘಟಿತರಾಗಲು ಬೀದಿಬದಿ ವ್ಯಾಪಾರಿಗಳಿಗೆ ಎಸ್.ಪಿ.ಚಿದಾನಂದ್ ಸಲಹೆ	[474, 368, 856, 387]
lead-col-3: ಅಡುಗೆ ಮಾಡುತ್ತಾರೆ. ನಾನೂ ಹಳ್ಳಿಯವನಾಗಿರುವುದರಿಂದ ಸಹಜವಾಗಿ ನಾಟಿ ಕೋಳಿ, ರಾಗಿ ರಾಗಿ ಮುದ್ದೆ ತಿನ್ನುತ್ತಿದ್ದೆ. ಹಳ್ಳಿಯವರ ಊಟದ ಕ್ರಮ ಇದಾಗಿದ್ದು, ನಾನು ಮುಖ್ಯಮಂತ್ರಿಯಾಗಿರುವುದರಿಂದ ಸ್ವಲ್ಪ ಪ್ರಚಾರ ಸಿಗುತ್ತಿದೆ. ಇಷ್ಟು ವರ್ಷಗಳ ರಾಜಕಾರಣ ತೃಪ್ತಿ ತಂದಿದೆ. ಜನರ ಕೆಲಸ ಮಾಡುವುದು ಖುಷಿಯ ಸಂಗತಿ" ಎಂದರು. "ರಾಜಕಾರಣ ಎಂದರೆ ಬಡವರು, ದಲಿತರು, ಹಿಂದುಳಿದವರ ಕೆಲಸ ಮಾಡಿಕೊಡುವುದು. ಹೆಚ್ಚಿನದರೆ ಶಾಸಕನಾಗುವೆ ಎಂದು ಅಂದುಕೊಂಡಿದ್ದೆ. ಶಾಸಕನಾದೆ, ಮಂತ್ರಿ, ಉಪಮುಖ್ಯಮಂತ್ರಿ, ವಿರೋಧ ಪಕ್ಷದ ನಾಯಕ ಹಾಗೂ ಮುಖ್ಯಮಂತ್ರಿಯಾಗಿ ಎಲ್ಲಾ ಅವಕಾಶಗಳು ಸಿಕ್ಕಿದ್ದರಿಂದ ಇದಲ್ಲೇ ಅರಸು ಸಾಧ್ಯವಾಯಿತು" ಎಂದು ತಿಳಿಸಿದರು. "ದೇವರಾಜ ಅರಸು ಹಾಗೂ ನಾನು ಇಬ್ಬರೂ ಮೈಸೂರಿನವರೇ ಆಗಿದ್ದು, ಇಬ್ಬರೂ	[594, 117, 758, 219]
power-cut-2-headline-1: ಇಂದು ಹಲವೆಡೆ	[295, 1124, 371, 1140]
gollarahatti-col-3: ಬಂದ ಬಳಿ ಶಾಲೆ ಹಾಗೂ ಬಡ ಮಕ್ಕಳಿಗಾಗಿ ಶಿಕ್ಷಣ ಸಂಸ್ಥೆ ಪ್ರಾರಂಭಿಸುವ ಯೋಜನೆ ಇದೆ ಎಂದು ಸ್ವಾಮೀಜಿ ತಿಳಿಸಿದರು. ಜಿಲ್ಲೆಯ ವಿವಿಧ ತಾಲ್ಲೂಕುಗಳ ಗೊಲ್ಲರಹಟ್ಟಿಗಳಲ್ಲಿ ಸಂಚರಿಸಿ ಜನರಲ್ಲಿ ಅರಿವು ಮೂಡಿಸಲಾಗುವುದು ಎಂದರು.	[662, 1173, 790, 1213]
column-divider	[398, 310, 399, 1346]
editor-line: Editor: RADHIKA A.R. “KARNATAKA SUCCESS NO 1” KANNADA Daily News Paper	[304, 1426, 642, 1437]
slogan-line-1: ಕಾಡು ಬೆಳೆಸಿ	[304, 1306, 362, 1322]
bus-stand-headline-2: ವಾಸವಾಗಿದ್ದ ಮಹಿಳೆಗೆ ಸುರಕ್ಷಿತ ಆಶ್ರಯ	[46, 282, 259, 301]
